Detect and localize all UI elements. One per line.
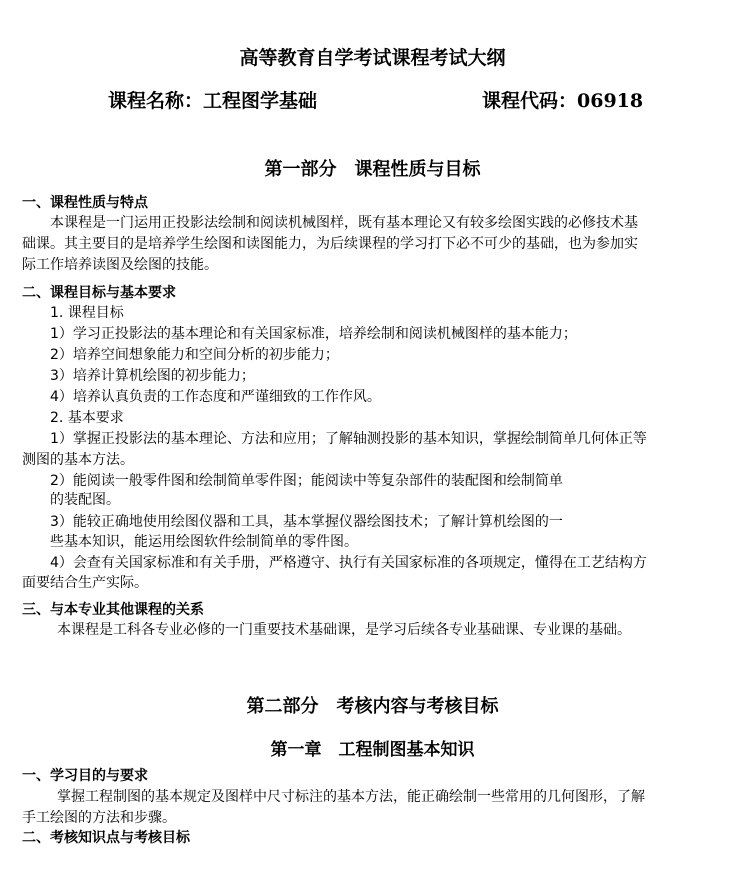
paragraph-line: 际工作培养读图及绘图的技能。 <box>22 257 218 273</box>
part2-title: 第二部分 考核内容与考核目标 <box>246 696 499 717</box>
paragraph-line: 测图的基本方法。 <box>22 452 134 468</box>
paragraph-line: 础课。其主要目的是培养学生绘图和读图能力，为后续课程的学习打下必不可少的基础，也为参加实 <box>22 236 638 252</box>
paragraph-line: 1）掌握正投影法的基本理论、方法和应用；了解轴测投影的基本知识，掌握绘制简单几何体正等 <box>50 431 647 447</box>
paragraph-line: 本课程是工科各专业必修的一门重要技术基础课，是学习后续各专业基础课、专业课的基础。 <box>57 622 631 638</box>
paragraph-line: 3）培养计算机绘图的初步能力； <box>50 368 255 384</box>
paragraph-line: 手工绘图的方法和步骤。 <box>22 810 176 826</box>
paragraph-line: 面要结合生产实际。 <box>22 575 148 591</box>
chapter-title: 第一章 工程制图基本知识 <box>270 740 475 760</box>
paragraph-line: 2. 基本要求 <box>50 410 124 426</box>
paragraph-line: 的装配图。 <box>50 492 120 508</box>
section-heading: 一、学习目的与要求 <box>22 768 148 784</box>
document-title: 高等教育自学考试课程考试大纲 <box>239 47 506 69</box>
paragraph-line: 4）会查有关国家标准和有关手册，严格遵守、执行有关国家标准的各项规定，懂得在工艺结构方 <box>50 555 647 571</box>
section-heading: 一、课程性质与特点 <box>22 195 148 211</box>
paragraph-line: 2）能阅读一般零件图和绘制简单零件图；能阅读中等复杂部件的装配图和绘制简单 <box>50 473 563 489</box>
paragraph-line: 掌握工程制图的基本规定及图样中尺寸标注的基本方法，能正确绘制一些常用的几何图形，了解 <box>57 789 645 805</box>
paragraph-line: 2）培养空间想象能力和空间分析的初步能力； <box>50 347 339 363</box>
course-name: 课程名称：工程图学基础 <box>108 90 318 112</box>
section-heading: 二、考核知识点与考核目标 <box>22 830 190 846</box>
paragraph-line: 1）学习正投影法的基本理论和有关国家标准，培养绘制和阅读机械图样的基本能力； <box>50 326 577 342</box>
paragraph-line: 些基本知识，能运用绘图软件绘制简单的零件图。 <box>50 534 358 550</box>
section-heading: 三、与本专业其他课程的关系 <box>22 602 204 618</box>
paragraph-line: 3）能较正确地使用绘图仪器和工具，基本掌握仪器绘图技术；了解计算机绘图的一 <box>50 514 563 530</box>
paragraph-line: 本课程是一门运用正投影法绘制和阅读机械图样，既有基本理论又有较多绘图实践的必修技术基 <box>50 215 638 231</box>
paragraph-line: 1. 课程目标 <box>50 305 124 321</box>
part1-title: 第一部分 课程性质与目标 <box>264 159 481 180</box>
section-heading: 二、课程目标与基本要求 <box>22 285 176 301</box>
paragraph-line: 4）培养认真负责的工作态度和严谨细致的工作作风。 <box>50 389 381 405</box>
course-code: 课程代码：06918 <box>482 90 644 112</box>
